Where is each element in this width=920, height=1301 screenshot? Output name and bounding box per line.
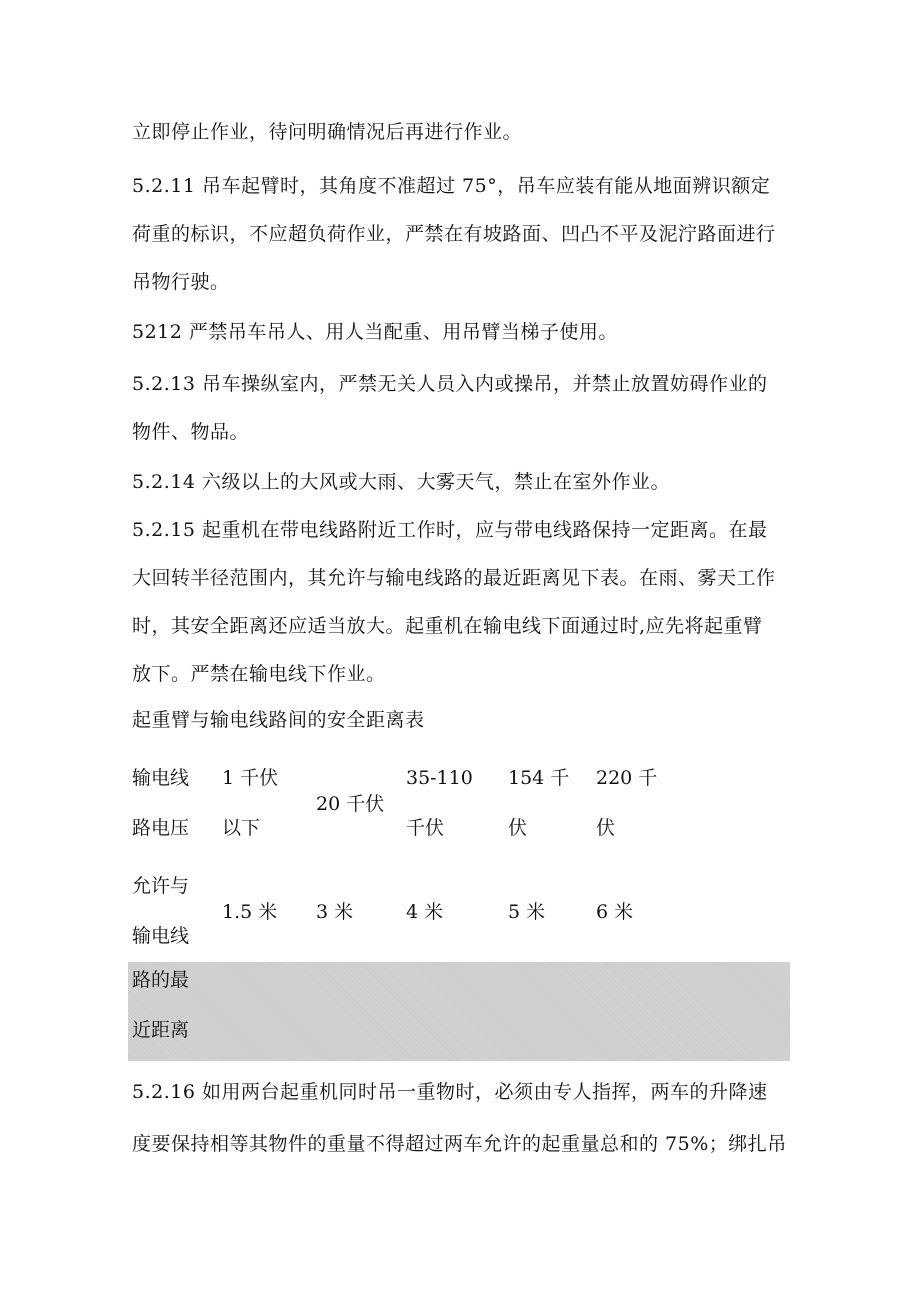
- table-header-cell: 伏: [596, 817, 616, 839]
- paragraph-line: 5.2.13 吊车操纵室内，严禁无关人员入内或操吊，并禁止放置妨碍作业的: [132, 373, 768, 395]
- paragraph-line: 放下。严禁在输电线下作业。: [132, 663, 386, 685]
- table-header-cell: 以下: [222, 817, 261, 839]
- paragraph-line: 物件、物品。: [132, 421, 250, 443]
- paragraph-line: 5.2.15 起重机在带电线路附近工作时，应与带电线路保持一定距离。在最: [132, 519, 768, 541]
- table-header-cell: 千伏: [406, 817, 445, 839]
- paragraph-line: 大回转半径范围内，其允许与输电线路的最近距离见下表。在雨、雾天工作: [132, 567, 776, 589]
- table-cell: 3 米: [316, 901, 354, 923]
- table-header-cell: 20 千伏: [316, 793, 385, 815]
- paragraph-line: 荷重的标识，不应超负荷作业，严禁在有坡路面、凹凸不平及泥泞路面进行: [132, 223, 776, 245]
- paragraph-line: 5.2.16 如用两台起重机同时吊一重物时，必须由专人指挥，两车的升降速: [132, 1081, 768, 1103]
- paragraph-line: 5212 严禁吊车吊人、用人当配重、用吊臂当梯子使用。: [132, 321, 618, 343]
- paragraph-line: 度要保持相等其物件的重量不得超过两车允许的起重量总和的 75%；绑扎吊: [132, 1133, 787, 1155]
- table-header-cell: 1 千伏: [222, 767, 279, 789]
- table-cell: 5 米: [508, 901, 546, 923]
- table-header-cell: 伏: [508, 817, 528, 839]
- table-title: 起重臂与输电线路间的安全距离表: [132, 709, 425, 731]
- table-header-label: 路电压: [132, 817, 190, 839]
- paragraph-line: 5.2.11 吊车起臂时，其角度不准超过 75°，吊车应装有能从地面辨识额定: [132, 175, 771, 197]
- paragraph-line: 时，其安全距离还应适当放大。起重机在输电线下面通过时,应先将起重臂: [132, 615, 763, 637]
- paragraph-line: 5.2.14 六级以上的大风或大雨、大雾天气，禁止在室外作业。: [132, 471, 670, 493]
- table-cell: 6 米: [596, 901, 634, 923]
- paragraph-line: 立即停止作业，待问明确情况后再进行作业。: [132, 121, 523, 143]
- table-row-label: 输电线: [132, 925, 190, 947]
- table-row-label: 近距离: [132, 1019, 190, 1041]
- table-cell: 1.5 米: [222, 901, 278, 923]
- table-row-label: 允许与: [132, 875, 190, 897]
- table-header-cell: 154 千: [508, 767, 570, 789]
- table-cell: 4 米: [406, 901, 444, 923]
- paragraph-line: 吊物行驶。: [132, 271, 230, 293]
- table-header-cell: 35-110: [406, 767, 473, 789]
- table-header-label: 输电线: [132, 767, 190, 789]
- table-row-label: 路的最: [132, 969, 190, 991]
- table-row-shading: [128, 962, 790, 1061]
- table-header-cell: 220 千: [596, 767, 658, 789]
